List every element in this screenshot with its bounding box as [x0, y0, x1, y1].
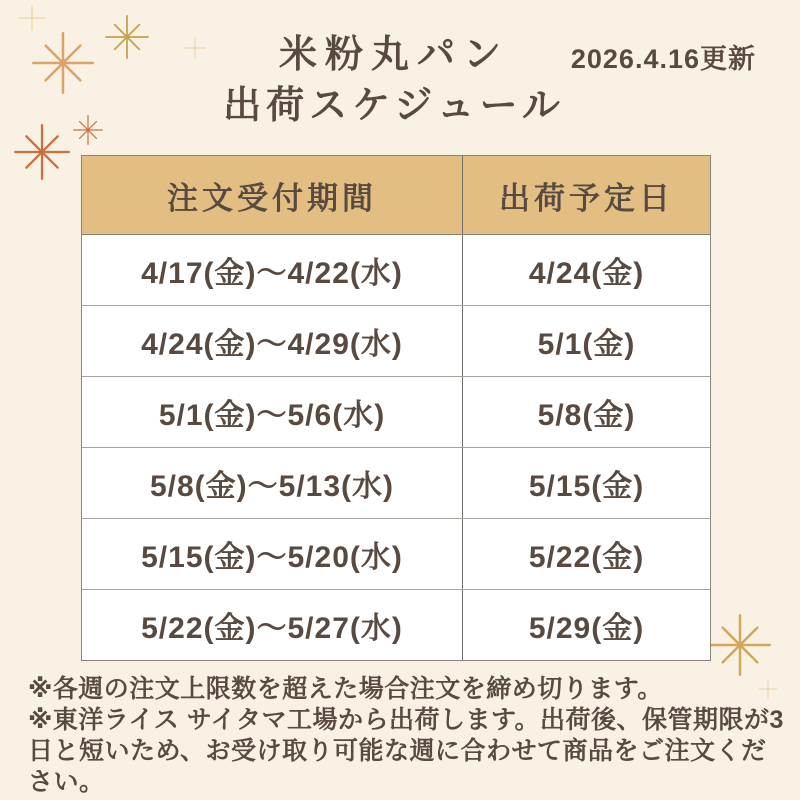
order-period-cell: 5/22(金)～5/27(水) [82, 590, 463, 660]
ship-date-cell: 5/15(金) [528, 470, 645, 503]
order-period-cell: 5/1(金)～5/6(水) [82, 377, 463, 447]
page-title-line2: 出荷スケジュール [223, 85, 565, 127]
page-title-line1: 米粉丸パン [278, 34, 509, 76]
footnotes [28, 674, 790, 798]
table-row [82, 518, 710, 589]
table-row [82, 235, 710, 305]
table-row [82, 305, 710, 376]
header-ship-date: 出荷予定日 [499, 180, 674, 216]
footnote-order-limit: ※各週の注文上限数を超えた場合注文を締め切ります。 [28, 675, 663, 703]
ship-date-cell: 5/22(金) [528, 541, 645, 574]
order-period-cell: 4/17(金)～4/22(水) [82, 235, 463, 305]
order-period-cell: 5/8(金)～5/13(水) [82, 448, 463, 518]
table-header-row [82, 156, 710, 235]
updated-date: 2026.4.16更新 [570, 44, 756, 74]
header-order-period: 注文受付期間 [82, 156, 463, 234]
schedule-table [81, 155, 711, 661]
order-period-cell: 5/15(金)～5/20(水) [82, 519, 463, 589]
sparkle-icon [14, 124, 70, 180]
ship-date-cell: 5/29(金) [528, 612, 645, 645]
footnote-shipping-origin: ※東洋ライス サイタマ工場から出荷します。出荷後、保管期限が3日と短いため、お受け取り可能な週に合わせて商品をご注文ください。 [28, 706, 784, 796]
order-period-cell: 4/24(金)～4/29(水) [82, 306, 463, 376]
ship-date-cell: 5/8(金) [537, 399, 636, 432]
table-row [82, 376, 710, 447]
table-row [82, 589, 710, 660]
ship-date-cell: 5/1(金) [537, 328, 636, 361]
sparkle-icon [709, 614, 771, 676]
sparkle-icon [19, 5, 45, 31]
table-row [82, 447, 710, 518]
ship-date-cell: 4/24(金) [528, 257, 645, 290]
